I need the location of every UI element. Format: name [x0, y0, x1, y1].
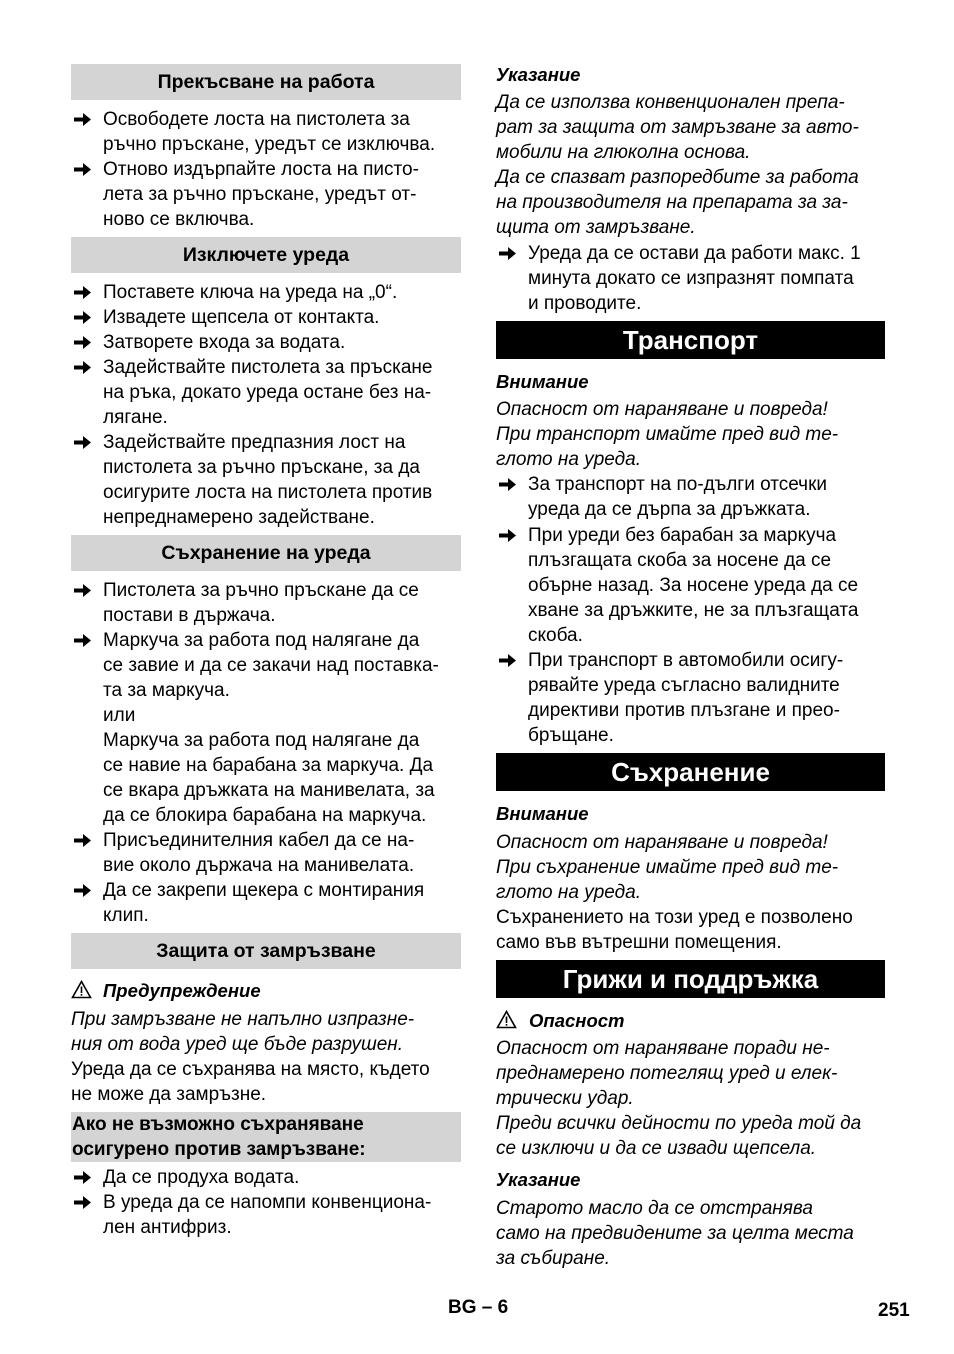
- bullet-line: се завие и да се закачи над поставка-: [103, 655, 439, 676]
- warning-label: Предупреждение: [103, 980, 261, 1001]
- bullet-line: ръчно пръскане, уредът се изключва.: [103, 134, 436, 155]
- section-heading-frost-protection: Защита от замръзване: [71, 933, 461, 969]
- bullet-line: Освободете лоста на пистолета за: [103, 109, 410, 130]
- note-text-line: само на предвидените за целта места: [496, 1223, 854, 1244]
- bullet-line: пистолета за ръчно пръскане, за да: [103, 457, 420, 478]
- note-label: Указание: [496, 1169, 581, 1190]
- body-text-line: само във вътрешни помещения.: [496, 932, 782, 953]
- bullet-line: Поставете ключа на уреда на „0“.: [103, 282, 398, 303]
- bullet-line: Затворете входа за водата.: [103, 332, 346, 353]
- bullet-line: Задействайте предпазния лост на: [103, 432, 406, 453]
- danger-text-line: Опасност от нараняване поради не-: [496, 1038, 830, 1059]
- bullet-line: лягане.: [103, 407, 168, 428]
- caution-label: Внимание: [496, 371, 589, 392]
- bullet-line: Извадете щепсела от контакта.: [103, 307, 380, 328]
- arrow-icon: [74, 305, 92, 330]
- body-text-line: Съхранението на този уред е позволено: [496, 907, 853, 928]
- arrow-icon: [74, 157, 92, 182]
- bullet-line: осигурите лоста на пистолета против: [103, 482, 433, 503]
- bullet-line: Маркуча за работа под налягане да: [103, 730, 420, 751]
- arrow-icon: [74, 280, 92, 305]
- note-text-line: мобили на глюколна основа.: [496, 142, 751, 163]
- bullet-line: Присъединителния кабел да се на-: [103, 830, 415, 851]
- arrow-icon: [74, 430, 92, 455]
- section-heading-switch-off: Изключете уреда: [71, 237, 461, 273]
- arrow-icon: [74, 355, 92, 380]
- bullet-line: лета за ръчно пръскане, уредът от-: [103, 184, 417, 205]
- warning-triangle-icon: [71, 980, 93, 1002]
- caution-text-line: Опасност от нараняване и повреда!: [496, 832, 828, 853]
- danger-text-line: преднамерено потеглящ уред и елек-: [496, 1063, 838, 1084]
- subheading-line: Ако не възможно съхраняване: [72, 1114, 364, 1135]
- note-label: Указание: [496, 64, 581, 85]
- bullet-line: минута докато се изпразнят помпата: [528, 268, 854, 289]
- bullet-line: уреда да се дърпа за дръжката.: [528, 499, 811, 520]
- arrow-icon: [74, 878, 92, 903]
- bullet-line: хване за дръжките, не за плъзгащата: [528, 600, 859, 621]
- section-heading-storage: Съхранение: [496, 753, 885, 791]
- section-heading-transport: Транспорт: [496, 321, 885, 359]
- note-text-line: за събиране.: [496, 1248, 611, 1269]
- bullet-line: на ръка, докато уреда остане без на-: [103, 382, 432, 403]
- section-heading-care-maintenance: Грижи и поддръжка: [496, 960, 885, 998]
- subheading-box: [71, 1112, 461, 1162]
- arrow-icon: [74, 330, 92, 355]
- caution-text-line: глото на уреда.: [496, 449, 641, 470]
- arrow-icon: [74, 578, 92, 603]
- section-heading-interrupt: Прекъсване на работа: [71, 64, 461, 100]
- note-text-line: щита от замръзване.: [496, 217, 696, 238]
- bullet-line: клип.: [103, 905, 149, 926]
- bullet-line: плъзгащата скоба за носене да се: [528, 550, 832, 571]
- caution-text-line: глото на уреда.: [496, 882, 641, 903]
- bullet-line: директиви против плъзгане и прео-: [528, 700, 840, 721]
- bullet-line: рявайте уреда съгласно валидните: [528, 675, 840, 696]
- body-text-line: Уреда да се съхранява на място, където: [71, 1059, 430, 1080]
- arrow-icon: [74, 1165, 92, 1190]
- bullet-line: При уреди без барабан за маркуча: [528, 525, 837, 546]
- caution-text-line: При транспорт имайте пред вид те-: [496, 424, 839, 445]
- bullet-line: Да се закрепи щекера с монтирания: [103, 880, 425, 901]
- warning-text-line: ния от вода уред ще бъде разрушен.: [71, 1034, 404, 1055]
- arrow-icon: [74, 107, 92, 132]
- caution-label: Внимание: [496, 803, 589, 824]
- bullet-line: бръщане.: [528, 725, 614, 746]
- bullet-line: вие около държача на манивелата.: [103, 855, 415, 876]
- note-text-line: Да се използва конвенционален препа-: [496, 92, 845, 113]
- arrow-icon: [499, 472, 517, 497]
- bullet-line: лен антифриз.: [103, 1217, 232, 1238]
- danger-label: Опасност: [529, 1010, 625, 1031]
- bullet-line: и проводите.: [528, 293, 642, 314]
- note-text-line: Старото масло да се отстранява: [496, 1198, 813, 1219]
- bullet-line: Маркуча за работа под налягане да: [103, 630, 420, 651]
- bullet-line: В уреда да се напомпи конвенциона-: [103, 1192, 432, 1213]
- warning-triangle-icon: [496, 1010, 518, 1032]
- bullet-line: скоба.: [528, 625, 583, 646]
- bullet-line: или: [103, 705, 136, 726]
- arrow-icon: [499, 523, 517, 548]
- note-text-line: на производителя на препарата за за-: [496, 192, 848, 213]
- bullet-line: се навие на барабана за маркуча. Да: [103, 755, 434, 776]
- danger-text-line: Преди всички дейности по уреда той да: [496, 1113, 862, 1134]
- subheading-line: осигурено против замръзване:: [72, 1139, 366, 1160]
- bullet-line: непреднамерено задействане.: [103, 507, 375, 528]
- note-text-line: Да се спазват разпоредбите за работа: [496, 167, 859, 188]
- bullet-line: При транспорт в автомобили осигу-: [528, 650, 844, 671]
- note-text-line: рат за защита от замръзване за авто-: [496, 117, 859, 138]
- arrow-icon: [74, 828, 92, 853]
- body-text-line: не може да замръзне.: [71, 1084, 267, 1105]
- footer-page-number: 251: [878, 1300, 910, 1321]
- arrow-icon: [74, 628, 92, 653]
- bullet-line: Да се продуха водата.: [103, 1167, 300, 1188]
- footer-language-page: BG – 6: [448, 1297, 509, 1318]
- arrow-icon: [499, 241, 517, 266]
- danger-text-line: трически удар.: [496, 1088, 634, 1109]
- danger-text-line: се изключи и да се извади щепсела.: [496, 1138, 817, 1159]
- bullet-line: За транспорт на по-дълги отсечки: [528, 474, 828, 495]
- caution-text-line: Опасност от нараняване и повреда!: [496, 399, 828, 420]
- arrow-icon: [499, 648, 517, 673]
- bullet-line: Пистолета за ръчно пръскане да се: [103, 580, 419, 601]
- bullet-line: Отново издърпайте лоста на писто-: [103, 159, 419, 180]
- bullet-line: ново се включва.: [103, 209, 255, 230]
- bullet-line: та за маркуча.: [103, 680, 230, 701]
- bullet-line: обърне назад. За носене уреда да се: [528, 575, 859, 596]
- bullet-line: Уреда да се остави да работи макс. 1: [528, 243, 861, 264]
- bullet-line: се вкара дръжката на манивелата, за: [103, 780, 435, 801]
- bullet-line: постави в държача.: [103, 605, 276, 626]
- warning-text-line: При замръзване не напълно изпразне-: [71, 1009, 415, 1030]
- section-heading-device-storage: Съхранение на уреда: [71, 535, 461, 571]
- bullet-line: Задействайте пистолета за пръскане: [103, 357, 433, 378]
- caution-text-line: При съхранение имайте пред вид те-: [496, 857, 839, 878]
- bullet-line: да се блокира барабана на маркуча.: [103, 805, 427, 826]
- arrow-icon: [74, 1190, 92, 1215]
